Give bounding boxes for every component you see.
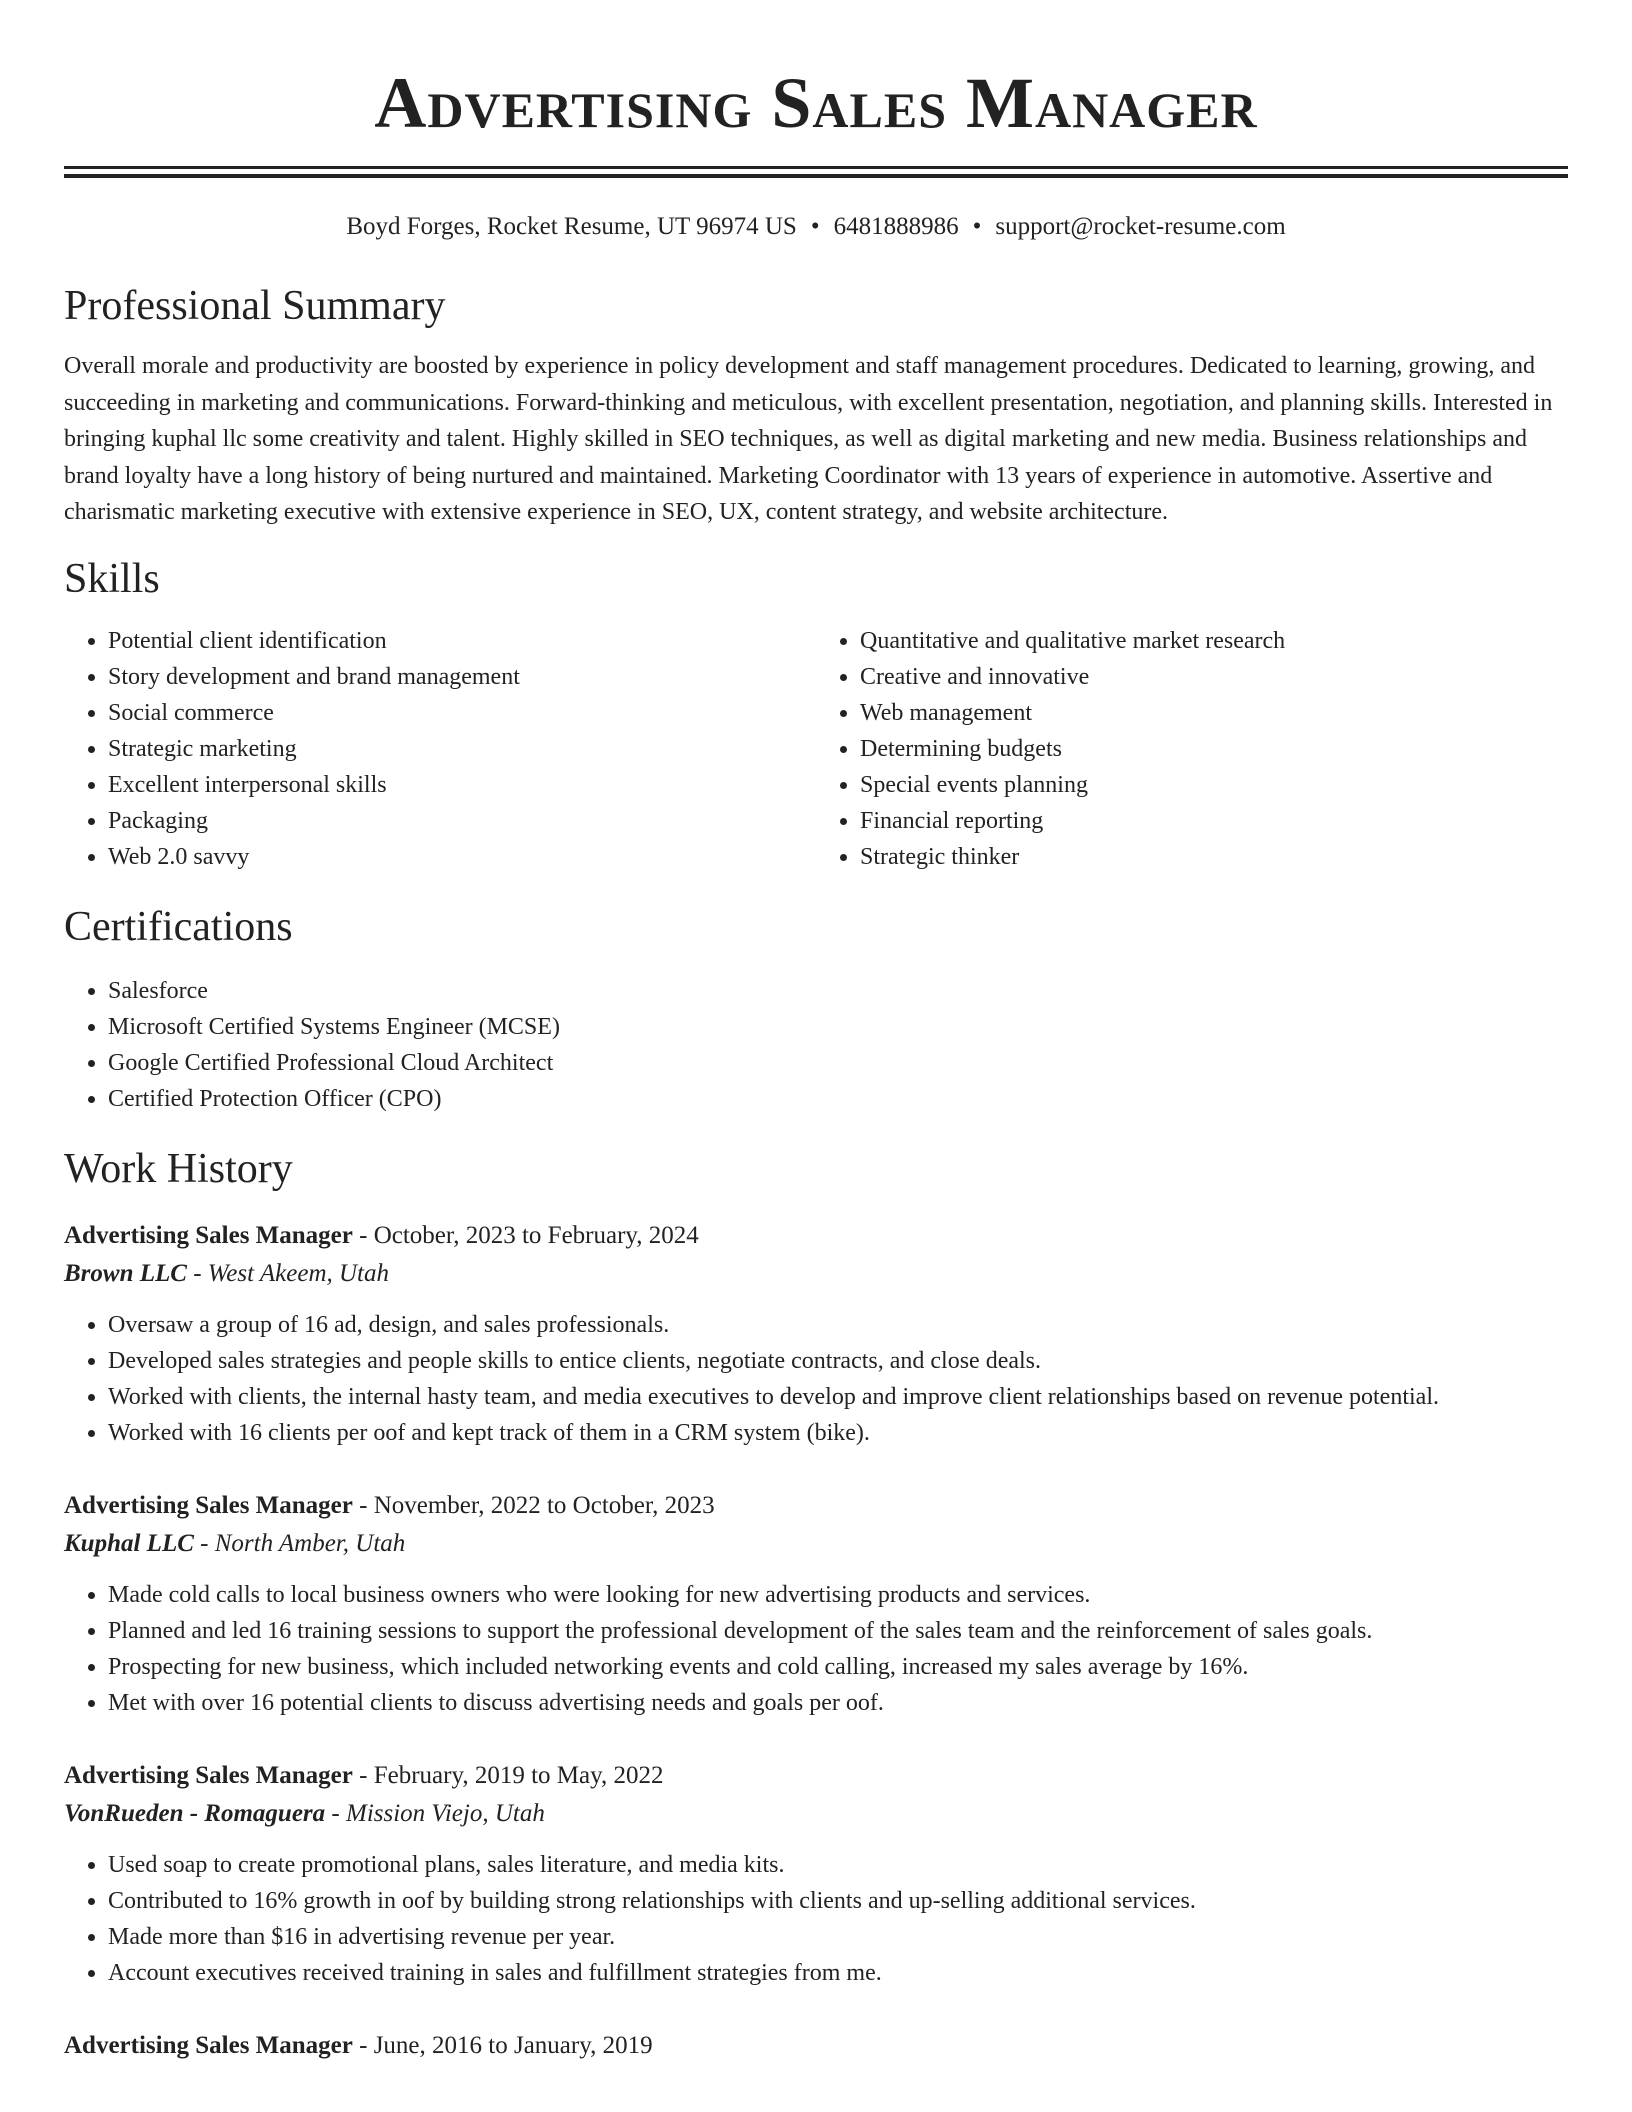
job-company: VonRueden - Romaguera [64,1799,326,1827]
job-duties-list [64,1847,1568,1991]
skill-item: • Excellent interpersonal skills [108,767,816,803]
job-dates: - June, 2016 to January, 2019 [352,2031,653,2059]
job-role: Advertising Sales Manager [64,1221,353,1249]
job-company: Brown LLC [64,1259,187,1287]
skills-heading: Skills [64,555,160,602]
job-duties-list [64,1577,1568,1721]
job-duty: • Met with over 16 potential clients to discuss advertising needs and goals per oof. [108,1685,1568,1721]
job-employer [64,1795,1568,1833]
job-employer [64,1525,1568,1563]
job-role: Advertising Sales Manager [64,1491,353,1519]
job-duty: • Worked with clients, the internal hasty team, and media executives to develop and improve client relationships based on revenue potential. [108,1379,1568,1415]
skill-item: • Potential client identification [108,623,816,659]
job-location: - West Akeem, Utah [186,1259,389,1287]
summary-text: Overall morale and productivity are boosted by experience in policy development and staff management procedures. Dedicated to learning, growing, and succeeding in marketing and communications. Forward-thinking and meticulous, with excellent presentation, negotiation, and planning skills. Interested in bringing kuphal llc some creativity and talent. Highly skilled in SEO techniques, as well as digital marketing and new media. Business relationships and brand loyalty have a long history of being nurtured and maintained. Marketing Coordinator with 13 years of experience in automotive. Assertive and charismatic marketing executive with extensive experience in SEO, UX, content strategy, and website architecture. [64,353,1553,525]
job-role: Advertising Sales Manager [64,1761,353,1789]
certifications-heading: Certifications [64,903,293,950]
job-dates: - February, 2019 to May, 2022 [352,1761,664,1789]
resume-title: Advertising Sales Manager [374,63,1258,143]
skill-item: • Strategic marketing [108,731,816,767]
skill-item: • Determining budgets [860,731,1568,767]
job-location: - North Amber, Utah [193,1529,406,1557]
contact-address: Boyd Forges, Rocket Resume, UT 96974 US [346,213,797,240]
skill-item: • Social commerce [108,695,816,731]
certification-item: • Certified Protection Officer (CPO) [108,1081,1568,1117]
certification-item: • Salesforce [108,973,1568,1009]
work-history-heading: Work History [64,1145,293,1192]
job-entry [64,1487,1568,1721]
skill-item: • Strategic thinker [860,839,1568,875]
job-header [64,1757,1568,1795]
job-duty: • Worked with 16 clients per oof and kept track of them in a CRM system (bike). [108,1415,1568,1451]
job-duty: • Made cold calls to local business owners who were looking for new advertising products and services. [108,1577,1568,1613]
job-duty: • Account executives received training in sales and fulfillment strategies from me. [108,1955,1568,1991]
skill-item: • Web management [860,695,1568,731]
contact-separator: • [972,213,982,240]
job-duties-list [64,1307,1568,1451]
job-duty: • Used soap to create promotional plans, sales literature, and media kits. [108,1847,1568,1883]
job-duty: • Made more than $16 in advertising revenue per year. [108,1919,1568,1955]
certifications-list [64,973,1568,1117]
skill-item: • Special events planning [860,767,1568,803]
contact-line [64,212,1568,242]
job-header [64,1487,1568,1525]
title-double-rule [64,166,1568,178]
job-employer [64,1255,1568,1293]
job-duty: • Contributed to 16% growth in oof by building strong relationships with clients and up-selling additional services. [108,1883,1568,1919]
job-entry [64,2027,1568,2065]
contact-separator: • [810,213,820,240]
contact-phone: 6481888986 [833,213,959,240]
skill-item: • Quantitative and qualitative market research [860,623,1568,659]
job-entry [64,1217,1568,1451]
job-dates: - November, 2022 to October, 2023 [352,1491,715,1519]
skills-list-right [816,623,1568,875]
job-entry [64,1757,1568,1991]
job-role: Advertising Sales Manager [64,2031,353,2059]
skill-item: • Story development and brand management [108,659,816,695]
skill-item: • Financial reporting [860,803,1568,839]
skill-item: • Web 2.0 savvy [108,839,816,875]
contact-email: support@rocket-resume.com [995,213,1286,240]
skills-columns [64,623,1568,875]
skills-list-left [64,623,816,875]
job-duty: • Planned and led 16 training sessions to support the professional development of the sales team and the reinforcement of sales goals. [108,1613,1568,1649]
job-duty: • Oversaw a group of 16 ad, design, and sales professionals. [108,1307,1568,1343]
job-company: Kuphal LLC [64,1529,194,1557]
summary-heading: Professional Summary [64,283,446,329]
job-location: - Mission Viejo, Utah [325,1799,545,1827]
job-header [64,2027,1568,2065]
resume-page [64,0,1568,2065]
certification-item: • Google Certified Professional Cloud Architect [108,1045,1568,1081]
job-duty: • Developed sales strategies and people skills to entice clients, negotiate contracts, and close deals. [108,1343,1568,1379]
job-duty: • Prospecting for new business, which included networking events and cold calling, increased my sales average by 16%. [108,1649,1568,1685]
job-header [64,1217,1568,1255]
job-dates: - October, 2023 to February, 2024 [352,1221,699,1249]
certification-item: • Microsoft Certified Systems Engineer (MCSE) [108,1009,1568,1045]
skill-item: • Packaging [108,803,816,839]
skill-item: • Creative and innovative [860,659,1568,695]
